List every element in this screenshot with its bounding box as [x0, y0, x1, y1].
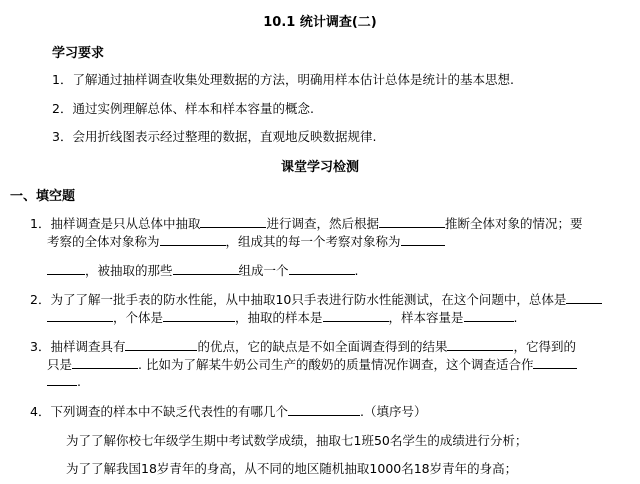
q3-blank-1[interactable]	[125, 338, 197, 351]
q1-text-b: 进行调查，然后根据	[266, 216, 379, 231]
question-3-line-2	[47, 355, 577, 373]
question-1-line-2	[47, 232, 445, 250]
question-4-line-1	[30, 402, 426, 420]
q3-blank-5[interactable]	[47, 373, 77, 386]
q2-blank-4[interactable]	[323, 309, 389, 322]
q4-blank-1[interactable]	[288, 403, 360, 416]
question-1-line-3	[47, 261, 359, 279]
q1-text-a: 1．抽样调查是只从总体中抽取	[30, 216, 201, 231]
q1-blank-2[interactable]	[379, 215, 445, 228]
q1-blank-3[interactable]	[160, 233, 226, 246]
q3-text-b: 的优点，它的缺点是不如全面调查得到的结果	[197, 339, 448, 354]
q3-blank-2[interactable]	[447, 338, 513, 351]
question-3-line-1	[30, 337, 576, 355]
question-2-line-1	[30, 290, 602, 308]
q2-text-e: .	[513, 310, 518, 325]
page-title: 10.1 统计调查(二)	[263, 15, 377, 30]
q3-text-e: . 比如为了解某牛奶公司生产的酸奶的质量情况作调查，这个调查适合作	[138, 357, 534, 372]
q2-text-c: ，抽取的样本是	[235, 310, 323, 325]
q1-blank-5[interactable]	[47, 262, 85, 275]
q2-text-d: ，样本容量是	[388, 310, 464, 325]
q2-blank-1[interactable]	[566, 291, 602, 304]
q4-text-b: .（填序号）	[359, 404, 427, 419]
q3-blank-4[interactable]	[533, 356, 577, 369]
q1-text-d: 考察的全体对象称为	[47, 234, 160, 249]
q1-blank-7[interactable]	[289, 262, 355, 275]
question-1-line-1	[30, 214, 583, 232]
q3-text-a: 3．抽样调查具有	[30, 339, 126, 354]
q1-text-h: .	[354, 263, 359, 278]
q2-blank-3[interactable]	[163, 309, 235, 322]
question-4-option-2: 为了了解我国18岁青年的身高，从不同的地区随机抽取1000名18岁青年的身高；	[66, 461, 518, 476]
question-4-option-1: 为了了解你校七年级学生期中考试数学成绩，抽取七1班50名学生的成绩进行分析；	[66, 433, 528, 448]
question-3-line-3	[47, 373, 81, 389]
q4-text-a: 4．下列调查的样本中不缺乏代表性的有哪几个	[30, 404, 288, 419]
q1-text-f: ，被抽取的那些	[85, 263, 173, 278]
q2-blank-2[interactable]	[47, 309, 113, 322]
q3-text-c: ，它得到的	[513, 339, 576, 354]
requirements-heading: 学习要求	[52, 46, 105, 61]
q1-text-c: 推断全体对象的情况；要	[444, 216, 583, 231]
section-title: 课堂学习检测	[280, 160, 359, 175]
q3-text-f: .	[77, 374, 81, 389]
q1-text-g: 组成一个	[238, 263, 289, 278]
q1-blank-4[interactable]	[401, 233, 445, 246]
q1-text-e: ，组成其的每一个考察对象称为	[225, 234, 401, 249]
question-2-line-2	[47, 308, 518, 326]
q2-blank-5[interactable]	[464, 309, 514, 322]
part-one-heading: 一、填空题	[10, 189, 76, 204]
requirement-item-3: 3．会用折线图表示经过整理的数据，直观地反映数据规律.	[52, 129, 377, 144]
q2-text-b: ，个体是	[113, 310, 164, 325]
requirement-item-2: 2．通过实例理解总体、样本和样本容量的概念.	[52, 101, 314, 116]
q1-blank-6[interactable]	[173, 262, 239, 275]
q3-text-d: 只是	[47, 357, 73, 372]
q2-text-a: 2．为了了解一批手表的防水性能，从中抽取10只手表进行防水性能测试，在这个问题中，总体是	[30, 292, 567, 307]
q1-blank-1[interactable]	[200, 215, 266, 228]
q3-blank-3[interactable]	[72, 356, 138, 369]
requirement-item-1: 1．了解通过抽样调查收集处理数据的方法，明确用样本估计总体是统计的基本思想.	[52, 72, 514, 87]
